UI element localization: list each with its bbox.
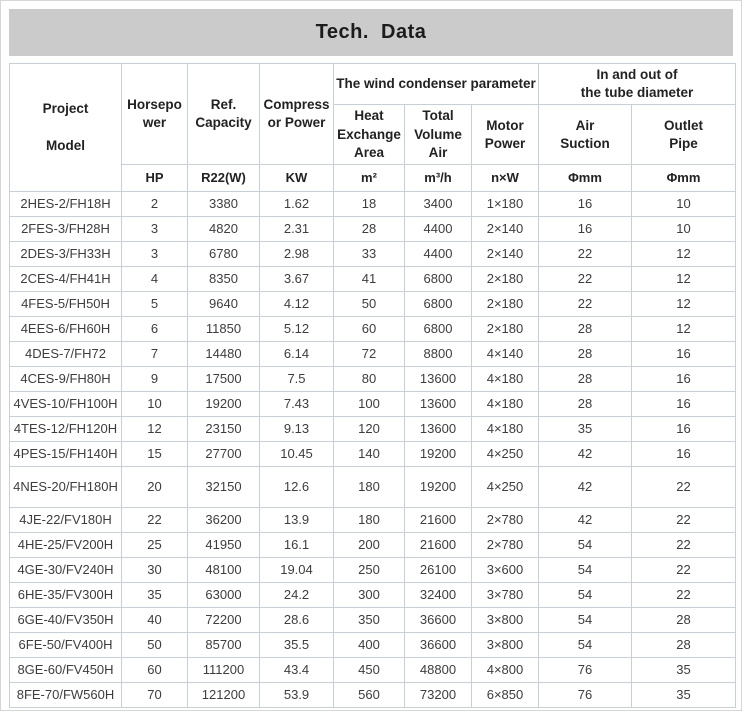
heat-exchange-area-cell: 50 [334, 292, 405, 317]
model-cell: 6FE-50/FV400H [10, 633, 122, 658]
heat-exchange-area-cell: 250 [334, 558, 405, 583]
model-cell: 4VES-10/FH100H [10, 392, 122, 417]
compressor-power-cell: 2.98 [260, 242, 334, 267]
table-row [10, 683, 736, 708]
compressor-power-cell: 4.12 [260, 292, 334, 317]
total-volume-air-cell: 21600 [405, 508, 472, 533]
ref-capacity-cell: 85700 [188, 633, 260, 658]
table-row [10, 267, 736, 292]
outlet-pipe-cell: 28 [632, 608, 736, 633]
header-line: In and out of [596, 67, 678, 82]
col-header-compressor-power: Compressor Power [260, 64, 334, 165]
total-volume-air-cell: 3400 [405, 192, 472, 217]
total-volume-air-cell: 21600 [405, 533, 472, 558]
ref-capacity-cell: 41950 [188, 533, 260, 558]
header-group-row [10, 64, 736, 105]
heat-exchange-area-cell: 350 [334, 608, 405, 633]
air-suction-cell: 54 [539, 633, 632, 658]
ref-capacity-cell: 6780 [188, 242, 260, 267]
outlet-pipe-cell: 22 [632, 558, 736, 583]
total-volume-air-cell: 13600 [405, 417, 472, 442]
motor-power-cell: 4×180 [472, 417, 539, 442]
outlet-pipe-cell: 22 [632, 467, 736, 508]
ref-capacity-cell: 9640 [188, 292, 260, 317]
group-header-wind-condenser: The wind condenser parameter [334, 64, 539, 105]
header-line: Outlet [664, 117, 703, 133]
horsepower-cell: 22 [122, 508, 188, 533]
unit-kw: KW [260, 165, 334, 192]
air-suction-cell: 22 [539, 242, 632, 267]
ref-capacity-cell: 27700 [188, 442, 260, 467]
outlet-pipe-cell: 28 [632, 633, 736, 658]
compressor-power-cell: 6.14 [260, 342, 334, 367]
air-suction-cell: 22 [539, 292, 632, 317]
motor-power-cell: 3×800 [472, 633, 539, 658]
ref-capacity-cell: 11850 [188, 317, 260, 342]
compressor-power-cell: 24.2 [260, 583, 334, 608]
page-title: Tech. Data [315, 21, 427, 43]
air-suction-cell: 42 [539, 508, 632, 533]
total-volume-air-cell: 6800 [405, 267, 472, 292]
unit-phi-mm-suction: Φmm [539, 165, 632, 192]
motor-power-cell: 2×140 [472, 217, 539, 242]
heat-exchange-area-cell: 300 [334, 583, 405, 608]
ref-capacity-cell: 3380 [188, 192, 260, 217]
model-cell: 8FE-70/FW560H [10, 683, 122, 708]
compressor-power-cell: 3.67 [260, 267, 334, 292]
table-row [10, 392, 736, 417]
unit-phi-mm-outlet: Φmm [632, 165, 736, 192]
outlet-pipe-cell: 22 [632, 508, 736, 533]
heat-exchange-area-cell: 18 [334, 192, 405, 217]
outlet-pipe-cell: 12 [632, 242, 736, 267]
col-header-horsepower: Horsepower [122, 64, 188, 165]
horsepower-cell: 7 [122, 342, 188, 367]
total-volume-air-cell: 6800 [405, 292, 472, 317]
model-cell: 6HE-35/FV300H [10, 583, 122, 608]
table-row [10, 558, 736, 583]
horsepower-cell: 3 [122, 217, 188, 242]
heat-exchange-area-cell: 200 [334, 533, 405, 558]
outlet-pipe-cell: 10 [632, 217, 736, 242]
heat-exchange-area-cell: 33 [334, 242, 405, 267]
compressor-power-cell: 13.9 [260, 508, 334, 533]
heat-exchange-area-cell: 560 [334, 683, 405, 708]
model-cell: 4NES-20/FH180H [10, 467, 122, 508]
model-cell: 6GE-40/FV350H [10, 608, 122, 633]
outlet-pipe-cell: 16 [632, 342, 736, 367]
horsepower-cell: 15 [122, 442, 188, 467]
horsepower-cell: 3 [122, 242, 188, 267]
header-line: Pipe [669, 135, 698, 151]
ref-capacity-cell: 48100 [188, 558, 260, 583]
motor-power-cell: 3×800 [472, 608, 539, 633]
motor-power-cell: 4×800 [472, 658, 539, 683]
horsepower-cell: 10 [122, 392, 188, 417]
total-volume-air-cell: 32400 [405, 583, 472, 608]
total-volume-air-cell: 6800 [405, 317, 472, 342]
table-row [10, 417, 736, 442]
horsepower-cell: 12 [122, 417, 188, 442]
table-body [10, 192, 736, 708]
air-suction-cell: 54 [539, 583, 632, 608]
ref-capacity-cell: 23150 [188, 417, 260, 442]
model-cell: 4CES-9/FH80H [10, 367, 122, 392]
air-suction-cell: 54 [539, 533, 632, 558]
heat-exchange-area-cell: 100 [334, 392, 405, 417]
compressor-power-cell: 10.45 [260, 442, 334, 467]
air-suction-cell: 42 [539, 467, 632, 508]
col-header-project-model [10, 64, 122, 192]
model-cell: 4DES-7/FH72 [10, 342, 122, 367]
outlet-pipe-cell: 22 [632, 533, 736, 558]
heat-exchange-area-cell: 80 [334, 367, 405, 392]
total-volume-air-cell: 73200 [405, 683, 472, 708]
motor-power-cell: 4×180 [472, 367, 539, 392]
horsepower-cell: 50 [122, 633, 188, 658]
model-cell: 4PES-15/FH140H [10, 442, 122, 467]
air-suction-cell: 28 [539, 317, 632, 342]
header-line: Suction [560, 135, 610, 151]
heat-exchange-area-cell: 28 [334, 217, 405, 242]
outlet-pipe-cell: 16 [632, 367, 736, 392]
compressor-power-cell: 7.5 [260, 367, 334, 392]
total-volume-air-cell: 8800 [405, 342, 472, 367]
ref-capacity-cell: 32150 [188, 467, 260, 508]
outlet-pipe-cell: 16 [632, 442, 736, 467]
heat-exchange-area-cell: 60 [334, 317, 405, 342]
header-line: Model [46, 137, 85, 153]
motor-power-cell: 4×140 [472, 342, 539, 367]
ref-capacity-cell: 72200 [188, 608, 260, 633]
compressor-power-cell: 19.04 [260, 558, 334, 583]
ref-capacity-cell: 19200 [188, 392, 260, 417]
motor-power-cell: 1×180 [472, 192, 539, 217]
table-row [10, 508, 736, 533]
air-suction-cell: 42 [539, 442, 632, 467]
motor-power-cell: 2×180 [472, 292, 539, 317]
unit-n-times-w: n×W [472, 165, 539, 192]
compressor-power-cell: 1.62 [260, 192, 334, 217]
model-cell: 2CES-4/FH41H [10, 267, 122, 292]
horsepower-cell: 4 [122, 267, 188, 292]
unit-r22w: R22(W) [188, 165, 260, 192]
header-line: Project [42, 101, 89, 117]
table-row [10, 217, 736, 242]
outlet-pipe-cell: 12 [632, 317, 736, 342]
col-header-motor-power: Motor Power [472, 105, 539, 165]
model-cell: 8GE-60/FV450H [10, 658, 122, 683]
air-suction-cell: 54 [539, 558, 632, 583]
heat-exchange-area-cell: 41 [334, 267, 405, 292]
total-volume-air-cell: 13600 [405, 367, 472, 392]
horsepower-cell: 2 [122, 192, 188, 217]
air-suction-cell: 16 [539, 217, 632, 242]
compressor-power-cell: 43.4 [260, 658, 334, 683]
air-suction-cell: 16 [539, 192, 632, 217]
air-suction-cell: 35 [539, 417, 632, 442]
unit-hp: HP [122, 165, 188, 192]
air-suction-cell: 28 [539, 367, 632, 392]
compressor-power-cell: 53.9 [260, 683, 334, 708]
table-row [10, 192, 736, 217]
horsepower-cell: 5 [122, 292, 188, 317]
model-cell: 4HE-25/FV200H [10, 533, 122, 558]
ref-capacity-cell: 36200 [188, 508, 260, 533]
header-line: the tube diameter [580, 85, 694, 101]
col-header-heat-exchange-area: Heat Exchange Area [334, 105, 405, 165]
table-row [10, 467, 736, 508]
tech-data-table [9, 63, 736, 708]
ref-capacity-cell: 17500 [188, 367, 260, 392]
motor-power-cell: 2×780 [472, 533, 539, 558]
ref-capacity-cell: 63000 [188, 583, 260, 608]
ref-capacity-cell: 4820 [188, 217, 260, 242]
motor-power-cell: 6×850 [472, 683, 539, 708]
motor-power-cell: 4×250 [472, 442, 539, 467]
air-suction-cell: 76 [539, 683, 632, 708]
total-volume-air-cell: 26100 [405, 558, 472, 583]
table-row [10, 342, 736, 367]
compressor-power-cell: 12.6 [260, 467, 334, 508]
col-header-total-volume-air: Total Volume Air [405, 105, 472, 165]
motor-power-cell: 4×250 [472, 467, 539, 508]
total-volume-air-cell: 19200 [405, 442, 472, 467]
table-row [10, 242, 736, 267]
heat-exchange-area-cell: 180 [334, 508, 405, 533]
horsepower-cell: 60 [122, 658, 188, 683]
table-row [10, 292, 736, 317]
outlet-pipe-cell: 16 [632, 417, 736, 442]
model-cell: 4FES-5/FH50H [10, 292, 122, 317]
motor-power-cell: 3×780 [472, 583, 539, 608]
motor-power-cell: 2×180 [472, 317, 539, 342]
motor-power-cell: 2×140 [472, 242, 539, 267]
group-header-tube-diameter [539, 64, 736, 105]
col-header-ref-capacity: Ref. Capacity [188, 64, 260, 165]
table-row [10, 317, 736, 342]
total-volume-air-cell: 4400 [405, 217, 472, 242]
model-cell: 2DES-3/FH33H [10, 242, 122, 267]
air-suction-cell: 28 [539, 392, 632, 417]
horsepower-cell: 9 [122, 367, 188, 392]
heat-exchange-area-cell: 72 [334, 342, 405, 367]
horsepower-cell: 6 [122, 317, 188, 342]
motor-power-cell: 2×780 [472, 508, 539, 533]
compressor-power-cell: 16.1 [260, 533, 334, 558]
horsepower-cell: 20 [122, 467, 188, 508]
total-volume-air-cell: 19200 [405, 467, 472, 508]
air-suction-cell: 28 [539, 342, 632, 367]
ref-capacity-cell: 8350 [188, 267, 260, 292]
compressor-power-cell: 28.6 [260, 608, 334, 633]
model-cell: 4TES-12/FH120H [10, 417, 122, 442]
air-suction-cell: 54 [539, 608, 632, 633]
motor-power-cell: 3×600 [472, 558, 539, 583]
table-row [10, 367, 736, 392]
compressor-power-cell: 2.31 [260, 217, 334, 242]
compressor-power-cell: 9.13 [260, 417, 334, 442]
outlet-pipe-cell: 35 [632, 683, 736, 708]
total-volume-air-cell: 36600 [405, 608, 472, 633]
model-cell: 2HES-2/FH18H [10, 192, 122, 217]
motor-power-cell: 4×180 [472, 392, 539, 417]
outlet-pipe-cell: 35 [632, 658, 736, 683]
outlet-pipe-cell: 10 [632, 192, 736, 217]
table-row [10, 442, 736, 467]
total-volume-air-cell: 36600 [405, 633, 472, 658]
ref-capacity-cell: 121200 [188, 683, 260, 708]
ref-capacity-cell: 14480 [188, 342, 260, 367]
outlet-pipe-cell: 22 [632, 583, 736, 608]
horsepower-cell: 35 [122, 583, 188, 608]
total-volume-air-cell: 13600 [405, 392, 472, 417]
outlet-pipe-cell: 12 [632, 267, 736, 292]
model-cell: 4GE-30/FV240H [10, 558, 122, 583]
compressor-power-cell: 5.12 [260, 317, 334, 342]
table-row [10, 583, 736, 608]
heat-exchange-area-cell: 120 [334, 417, 405, 442]
ref-capacity-cell: 111200 [188, 658, 260, 683]
title-bar [9, 9, 733, 56]
header-line: Air [575, 117, 595, 133]
horsepower-cell: 70 [122, 683, 188, 708]
compressor-power-cell: 35.5 [260, 633, 334, 658]
model-cell: 4JE-22/FV180H [10, 508, 122, 533]
outlet-pipe-cell: 16 [632, 392, 736, 417]
model-cell: 2FES-3/FH28H [10, 217, 122, 242]
motor-power-cell: 2×180 [472, 267, 539, 292]
horsepower-cell: 40 [122, 608, 188, 633]
air-suction-cell: 22 [539, 267, 632, 292]
total-volume-air-cell: 48800 [405, 658, 472, 683]
col-header-air-suction [539, 105, 632, 165]
table-row [10, 533, 736, 558]
col-header-outlet-pipe [632, 105, 736, 165]
air-suction-cell: 76 [539, 658, 632, 683]
unit-square-meter: m² [334, 165, 405, 192]
model-cell: 4EES-6/FH60H [10, 317, 122, 342]
unit-cubic-meter-per-hour: m³/h [405, 165, 472, 192]
outlet-pipe-cell: 12 [632, 292, 736, 317]
compressor-power-cell: 7.43 [260, 392, 334, 417]
table-row [10, 633, 736, 658]
table-row [10, 608, 736, 633]
horsepower-cell: 30 [122, 558, 188, 583]
horsepower-cell: 25 [122, 533, 188, 558]
heat-exchange-area-cell: 450 [334, 658, 405, 683]
total-volume-air-cell: 4400 [405, 242, 472, 267]
heat-exchange-area-cell: 180 [334, 467, 405, 508]
heat-exchange-area-cell: 140 [334, 442, 405, 467]
heat-exchange-area-cell: 400 [334, 633, 405, 658]
table-row [10, 658, 736, 683]
